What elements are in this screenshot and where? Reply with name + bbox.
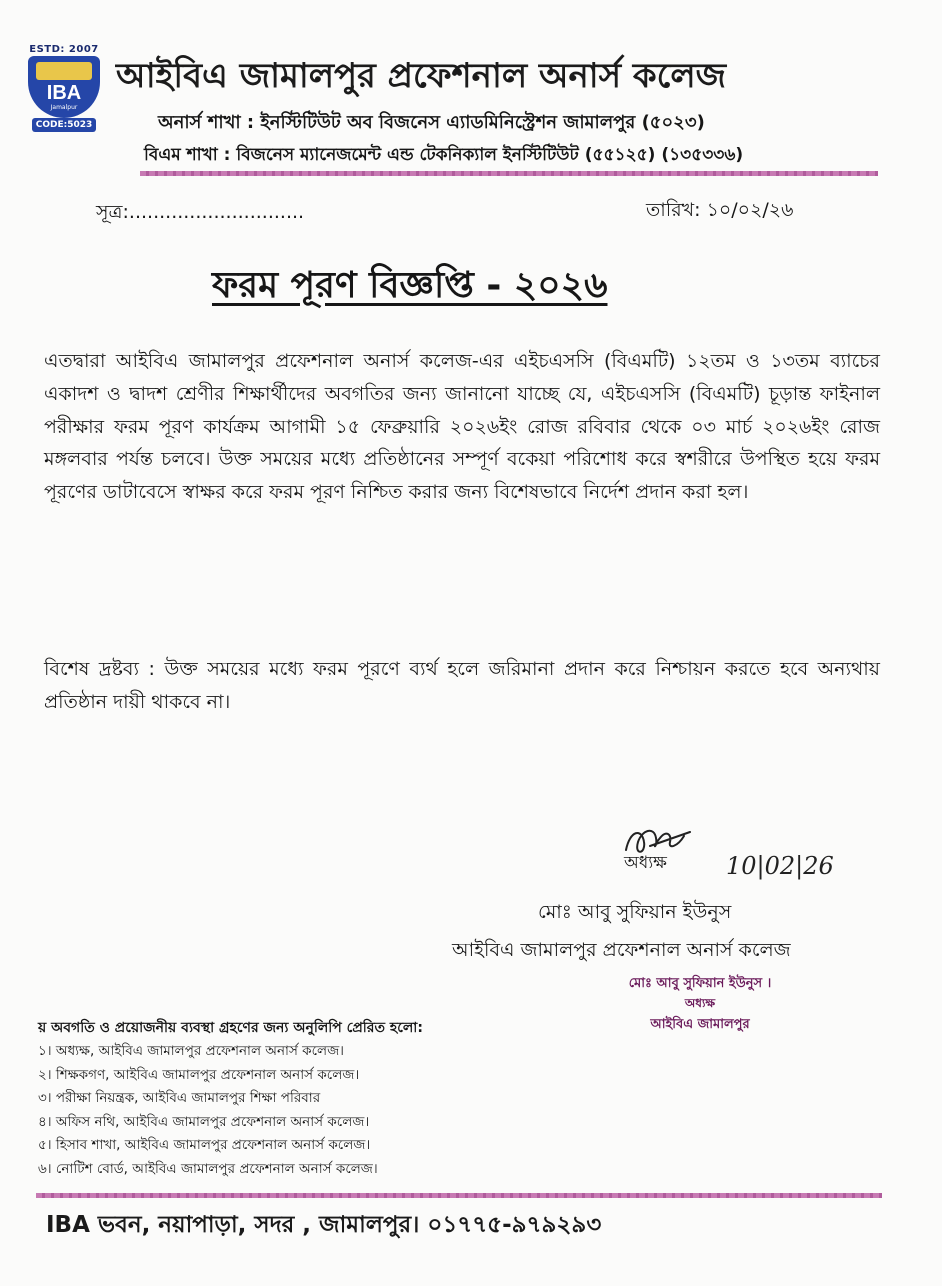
special-note: বিশেষ দ্রষ্টব্য : উক্ত সময়ের মধ্যে ফরম পূরণে ব্যর্থ হলে জরিমানা প্রদান করে নিশ্চায়ন করতে হবে অন্যথায় প্রতিষ্ঠান দায়ী থাকবে না। xyxy=(44,658,880,713)
logo-shield-icon xyxy=(28,56,100,118)
footer-address: IBA ভবন, নয়াপাড়া, সদর , জামালপুর। ০১৭৭৫-৯৭৯২৯৩ xyxy=(46,1212,602,1238)
header-divider xyxy=(140,171,878,176)
signatory-name: মোঃ আবু সুফিয়ান ইউনুস xyxy=(538,901,732,923)
notice-title: ফরম পূরণ বিজ্ঞপ্তি - ২০২৬ xyxy=(212,265,608,306)
college-name: আইবিএ জামালপুর প্রফেশনাল অনার্স কলেজ xyxy=(116,56,727,96)
logo-abbr: IBA xyxy=(46,82,82,104)
notice-body: এতদ্বারা আইবিএ জামালপুর প্রফেশনাল অনার্স কলেজ-এর এইচএসসি (বিএমটি) ১২তম ও ১৩তম ব্যাচের একাদশ ও দ্বাদশ শ্রেণীর শিক্ষার্থীদের অবগতির জন্য জানানো যাচ্ছে যে, এইচএসসি (বিএমটি) চূড়ান্ত ফাইনাল পরীক্ষার ফরম পূরণ কার্যক্রম আগামী ১৫ ফেব্রুয়ারি ২০২৬ইং রোজ রবিবার থেকে ০৩ মার্চ ২০২৬ইং রোজ মঙ্গলবার পর্যন্ত চলবে। উক্ত সময়ের মধ্যে প্রতিষ্ঠানের সম্পূর্ণ বকেয়া পরিশোধ করে স্বশরীরে উপস্থিত হয়ে ফরম পূরণের ডাটাবেসে স্বাক্ষর করে ফরম পূরণ নিশ্চিত করার জন্য বিশেষভাবে নির্দেশ প্রদান করা হল। xyxy=(44,350,880,504)
footer-divider xyxy=(36,1193,882,1198)
signatory-college: আইবিএ জামালপুর প্রফেশনাল অনার্স কলেজ xyxy=(452,939,791,961)
list-item: ২। শিক্ষকগণ, আইবিএ জামালপুর প্রফেশনাল অনার্স কলেজ। xyxy=(38,1066,360,1083)
logo-place: Jamalpur xyxy=(50,104,78,111)
book-icon xyxy=(36,62,92,80)
logo-estd: ESTD: 2007 xyxy=(29,44,99,55)
honours-branch: অনার্স শাখা : ইনস্টিটিউট অব বিজনেস এ্যাডমিনিস্ট্রেশন জামালপুর (৫০২৩) xyxy=(158,112,705,133)
list-item: ১। অধ্যক্ষ, আইবিএ জামালপুর প্রফেশনাল অনার্স কলেজ। xyxy=(38,1043,345,1059)
list-item: ৬। নোটিশ বোর্ড, আইবিএ জামালপুর প্রফেশনাল অনার্স কলেজ। xyxy=(38,1160,378,1177)
signatory-role: অধ্যক্ষ xyxy=(624,853,667,873)
reference-line: সূত্র:............................. xyxy=(96,201,305,223)
stamp-place: আইবিএ জামালপুর xyxy=(650,1017,750,1032)
college-logo xyxy=(22,44,106,136)
list-item: ৫। হিসাব শাখা, আইবিএ জামালপুর প্রফেশনাল অনার্স কলেজ। xyxy=(38,1137,371,1154)
notice-date: তারিখ: ১০/০২/২৬ xyxy=(646,199,794,221)
stamp-name: মোঃ আবু সুফিয়ান ইউনুস । xyxy=(628,976,772,991)
list-item: ৪। অফিস নথি, আইবিএ জামালপুর প্রফেশনাল অনার্স কলেজ। xyxy=(38,1113,370,1130)
list-item: ৩। পরীক্ষা নিয়ন্ত্রক, আইবিএ জামালপুর শিক্ষা পরিবার xyxy=(38,1090,321,1107)
copies-title: য় অবগতি ও প্রয়োজনীয় ব্যবস্থা গ্রহণের জন্য অনুলিপি প্রেরিত হলো: xyxy=(38,1020,423,1036)
copies-list xyxy=(38,1040,378,1182)
logo-code: CODE:5023 xyxy=(32,118,96,132)
handwritten-date: 10|02|26 xyxy=(726,852,834,880)
bm-branch: বিএম শাখা : বিজনেস ম্যানেজমেন্ট এন্ড টেকনিক্যাল ইনস্টিটিউট (৫৫১২৫) (১৩৫৩৩৬) xyxy=(144,145,744,165)
official-stamp xyxy=(600,974,800,1036)
stamp-role: অধ্যক্ষ xyxy=(684,996,716,1010)
